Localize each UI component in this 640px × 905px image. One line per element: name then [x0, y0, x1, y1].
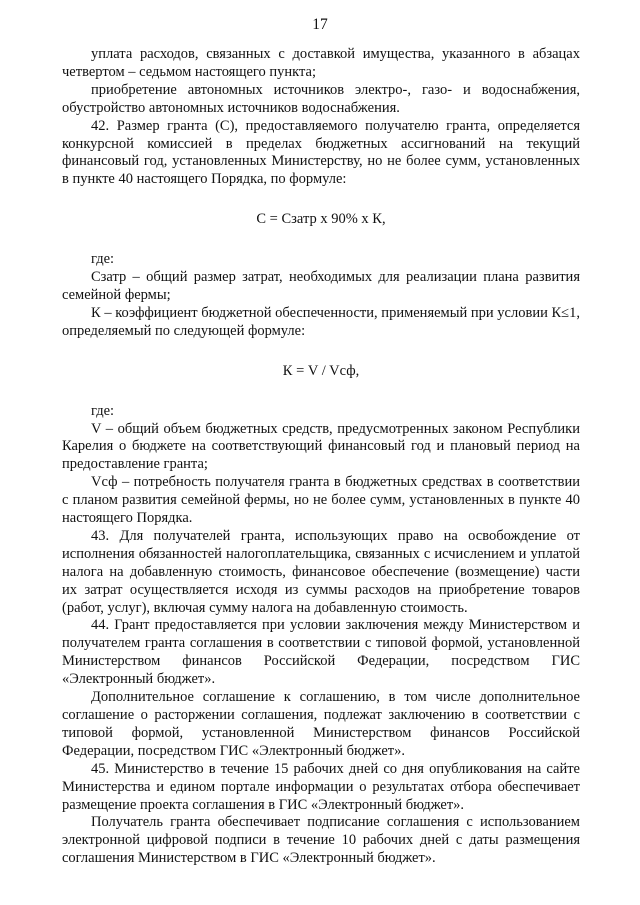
paragraph: Vсф – потребность получателя гранта в бюджетных средствах в соответствии с планом развития семейной фермы, но не более сумм, установленных в пункте 40 настоящего Порядка.	[62, 474, 580, 527]
paragraph: 43. Для получателей гранта, использующих право на освобождение от исполнения обязанностей налогоплательщика, связанных с исчислением и уплатой налога на добавленную стоимость, финансовое обеспечение (возмещение) части их затрат осуществляется исходя из суммы расходов на приобретение товаров (работ, услуг), включая сумму налога на добавленную стоимость.	[62, 527, 580, 616]
paragraph: 45. Министерство в течение 15 рабочих дней со дня опубликования на сайте Министерства и едином портале информации о результатах отбора обеспечивает размещение проекта соглашения в ГИС «Электронный бюджет».	[62, 760, 580, 813]
formula-grant-size: С = Сзатр х 90% х К,	[256, 211, 386, 228]
document-body	[62, 46, 580, 868]
paragraph: Дополнительное соглашение к соглашению, в том числе дополнительное соглашение о расторжении соглашения, подлежат заключению в соответствии с типовой формой, установленной Министерством финансов Российской Федерации, посредством ГИС «Электронный бюджет».	[62, 689, 580, 759]
paragraph: 42. Размер гранта (С), предоставляемого получателю гранта, определяется конкурсной комиссией в пределах бюджетных ассигнований на текущий финансовый год, установленных Министерству, но не более сумм, установленных в пункте 40 настоящего Порядка, по формуле:	[62, 117, 580, 188]
formula-coefficient: К = V / Vсф,	[282, 362, 360, 379]
paragraph: К – коэффициент бюджетной обеспеченности, применяемый при условии К≤1, определяемый по следующей формуле:	[62, 304, 580, 339]
paragraph: приобретение автономных источников электро-, газо- и водоснабжения, обустройство автономных источников водоснабжения.	[62, 81, 580, 116]
page-number: 17	[312, 16, 328, 33]
paragraph: где:	[91, 402, 115, 419]
paragraph: где:	[91, 251, 115, 268]
paragraph: 44. Грант предоставляется при условии заключения между Министерством и получателем гранта соглашения в соответствии с типовой формой, установленной Министерством финансов Российской Федерации, посредством ГИС «Электронный бюджет».	[62, 617, 580, 688]
paragraph: Сзатр – общий размер затрат, необходимых для реализации плана развития семейной фермы;	[62, 269, 580, 303]
paragraph: уплата расходов, связанных с доставкой имущества, указанного в абзацах четвертом – седьмом настоящего пункта;	[62, 46, 580, 80]
paragraph: Получатель гранта обеспечивает подписание соглашения с использованием электронной цифровой подписи в течение 10 рабочих дней с даты размещения соглашения Министерством в ГИС «Электронный бюджет».	[62, 814, 580, 867]
paragraph: V – общий объем бюджетных средств, предусмотренных законом Республики Карелия о бюджете на соответствующий финансовый год и плановый период на предоставление гранта;	[62, 420, 580, 473]
